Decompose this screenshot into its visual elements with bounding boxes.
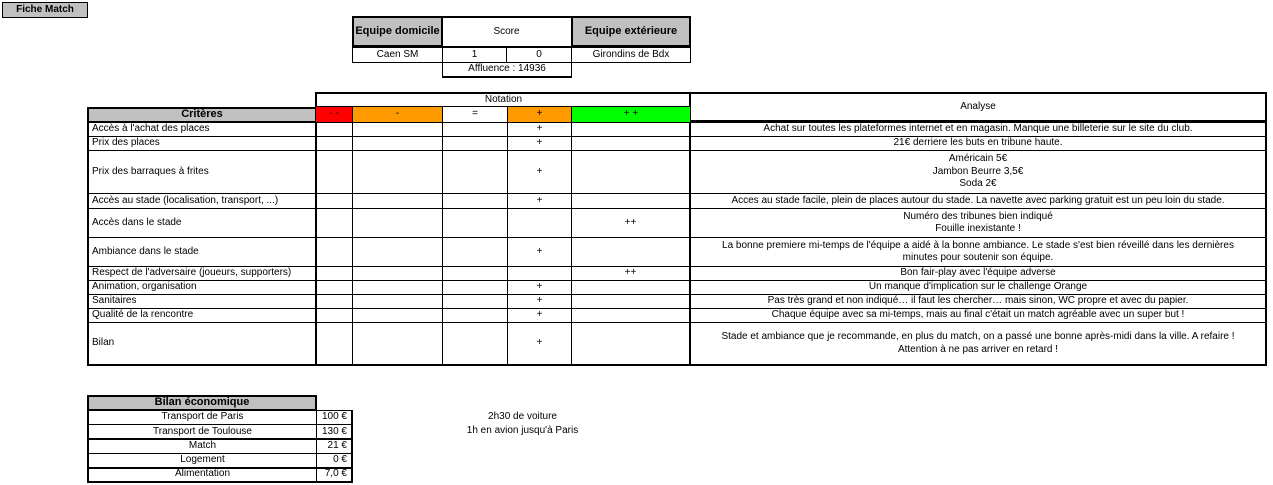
analysis-line: Chaque équipe avec sa mi-temps, mais au final c'était un match agréable avec un super but !	[771, 309, 1185, 321]
analysis-line: Fouille inexistante !	[935, 223, 1021, 234]
scale-neutral: =	[442, 106, 508, 123]
rating-cell	[571, 280, 691, 295]
analysis-cell	[689, 136, 1267, 151]
rating-cell	[442, 136, 508, 151]
criterion-label: Accès au stade (localisation, transport, ...)	[87, 193, 317, 209]
rating-cell	[442, 208, 508, 238]
rating-cell	[571, 136, 691, 151]
budget-label: Alimentation	[87, 468, 317, 483]
analysis-line: Achat sur toutes les plateformes internet et en magasin. Manque une billeterie sur le site du club.	[763, 123, 1193, 135]
scale-good: +	[507, 106, 572, 123]
rating-cell	[507, 308, 572, 323]
rating-cell	[507, 294, 572, 309]
criterion-label: Animation, organisation	[87, 280, 317, 295]
budget-value: 7,0 €	[316, 468, 353, 483]
rating-cell	[442, 150, 508, 194]
rating-mark: +	[536, 295, 543, 307]
rating-cell	[315, 280, 353, 295]
rating-cell	[315, 136, 353, 151]
rating-mark: +	[536, 337, 543, 349]
rating-cell	[507, 208, 572, 238]
analysis-line: Soda 2€	[959, 178, 997, 190]
notation-label: Notation	[315, 92, 691, 107]
analysis-line: Acces au stade facile, plein de places autour du stade. La navette avec parking gratuit est un peu loin du stade.	[731, 194, 1225, 206]
rating-cell	[571, 193, 691, 209]
budget-value: 130 €	[316, 424, 353, 439]
rating-cell	[315, 294, 353, 309]
criterion-label: Prix des places	[87, 136, 317, 151]
analysis-cell	[689, 193, 1267, 209]
rating-mark: +	[536, 194, 543, 206]
rating-cell	[571, 122, 691, 137]
rating-cell	[352, 322, 443, 366]
budget-title: Bilan économique	[87, 395, 317, 411]
rating-cell	[352, 266, 443, 281]
away-score: 0	[506, 47, 572, 63]
analysis-cell	[689, 237, 1267, 267]
rating-cell	[352, 136, 443, 151]
budget-label: Transport de Toulouse	[87, 424, 317, 439]
analysis-cell	[689, 322, 1267, 366]
rating-cell	[442, 294, 508, 309]
rating-cell	[442, 280, 508, 295]
rating-cell	[507, 122, 572, 137]
budget-label: Match	[87, 439, 317, 454]
rating-cell	[571, 308, 691, 323]
match-summary	[352, 16, 691, 78]
rating-cell	[507, 280, 572, 295]
rating-cell	[352, 280, 443, 295]
away-team-name: Girondins de Bdx	[571, 47, 691, 63]
budget-label: Logement	[87, 453, 317, 468]
rating-cell	[315, 193, 353, 209]
sheet-tab-fiche-match[interactable]: Fiche Match	[2, 2, 88, 18]
criterion-label: Accès dans le stade	[87, 208, 317, 238]
analysis-line: Américain 5€	[948, 153, 1008, 165]
criterion-label: Respect de l'adversaire (joueurs, supporters)	[87, 266, 317, 281]
rating-cell	[352, 208, 443, 238]
analysis-cell	[689, 122, 1267, 137]
analysis-line: Pas très grand et non indiqué… il faut les chercher… mais sinon, WC propre et avec du papier.	[767, 295, 1189, 307]
rating-cell	[315, 322, 353, 366]
criterion-label: Qualité de la rencontre	[87, 308, 317, 323]
rating-cell	[352, 122, 443, 137]
scale-very-bad: - -	[315, 106, 353, 123]
rating-cell	[507, 266, 572, 281]
analysis-line: minutes pour soutenir son équipe.	[902, 252, 1054, 263]
rating-mark: +	[536, 309, 543, 321]
analysis-cell	[689, 208, 1267, 238]
criterion-label: Bilan	[87, 322, 317, 366]
rating-table	[87, 92, 1267, 367]
analysis-line: Numéro des tribunes bien indiqué	[903, 210, 1053, 222]
rating-cell	[507, 193, 572, 209]
rating-cell	[442, 237, 508, 267]
rating-cell	[315, 266, 353, 281]
scale-bad: -	[352, 106, 443, 123]
rating-mark: +	[536, 137, 543, 149]
rating-mark: ++	[624, 216, 637, 228]
rating-cell	[442, 266, 508, 281]
rating-cell	[571, 237, 691, 267]
budget-value: 100 €	[316, 410, 353, 425]
analysis-line: 21€ derriere les buts en tribune haute.	[893, 137, 1063, 149]
rating-cell	[442, 322, 508, 366]
criterion-label: Sanitaires	[87, 294, 317, 309]
rating-cell	[507, 150, 572, 194]
budget-value: 21 €	[316, 439, 353, 454]
rating-cell	[442, 193, 508, 209]
analysis-cell	[689, 280, 1267, 295]
rating-cell	[352, 193, 443, 209]
rating-mark: +	[536, 165, 543, 177]
analysis-cell	[689, 150, 1267, 194]
travel-note-car: 2h30 de voiture	[488, 410, 557, 422]
attendance: Affluence : 14936	[442, 62, 572, 78]
budget-value: 0 €	[316, 453, 353, 468]
analysis-line: Bon fair-play avec l'équipe adverse	[900, 267, 1056, 279]
rating-cell	[352, 308, 443, 323]
analysis-cell	[689, 294, 1267, 309]
home-team-name: Caen SM	[352, 47, 443, 63]
rating-cell	[442, 308, 508, 323]
home-score: 1	[442, 47, 507, 63]
rating-cell	[352, 294, 443, 309]
rating-mark: +	[536, 281, 543, 293]
analysis-line: Attention à ne pas arriver en retard !	[897, 343, 1059, 355]
rating-mark: +	[536, 123, 543, 135]
rating-cell	[315, 237, 353, 267]
criterion-label: Ambiance dans le stade	[87, 237, 317, 267]
rating-cell	[571, 208, 691, 238]
criterion-label: Prix des barraques à frites	[87, 150, 317, 194]
rating-cell	[315, 122, 353, 137]
analysis-line: Stade et ambiance que je recommande, en plus du match, on a passé une bonne après-midi dans la ville. A refaire !	[721, 331, 1235, 342]
rating-cell	[571, 322, 691, 366]
rating-cell	[507, 136, 572, 151]
rating-cell	[315, 150, 353, 194]
analysis-line: Jambon Beurre 3,5€	[932, 165, 1024, 177]
rating-cell	[315, 308, 353, 323]
score-header: Score	[441, 16, 572, 47]
rating-cell	[352, 150, 443, 194]
rating-cell	[352, 237, 443, 267]
rating-cell	[315, 208, 353, 238]
rating-cell	[571, 266, 691, 281]
rating-cell	[507, 237, 572, 267]
budget-label: Transport de Paris	[87, 410, 317, 425]
analysis-line: La bonne premiere mi-temps de l'équipe a aidé à la bonne ambiance. Le stade s'est bien réveillé dans les dernières	[722, 239, 1234, 251]
rating-cell	[571, 150, 691, 194]
analysis-cell	[689, 308, 1267, 323]
analysis-cell	[689, 266, 1267, 281]
criterion-label: Accès à l'achat des places	[87, 122, 317, 137]
rating-cell	[507, 322, 572, 366]
travel-note-plane: 1h en avion jusqu'à Paris	[466, 424, 579, 436]
away-team-header: Equipe extérieure	[571, 16, 691, 47]
rating-cell	[571, 294, 691, 309]
scale-very-good: + +	[571, 106, 691, 123]
home-team-header: Equipe domicile	[352, 16, 443, 47]
budget-table	[87, 395, 353, 483]
criteria-header: Critères	[87, 107, 317, 123]
analysis-header: Analyse	[689, 92, 1267, 122]
rating-cell	[442, 122, 508, 137]
analysis-line: Un manque d'implication sur le challenge Orange	[868, 281, 1088, 293]
rating-mark: +	[536, 245, 543, 257]
rating-mark: ++	[624, 267, 637, 279]
